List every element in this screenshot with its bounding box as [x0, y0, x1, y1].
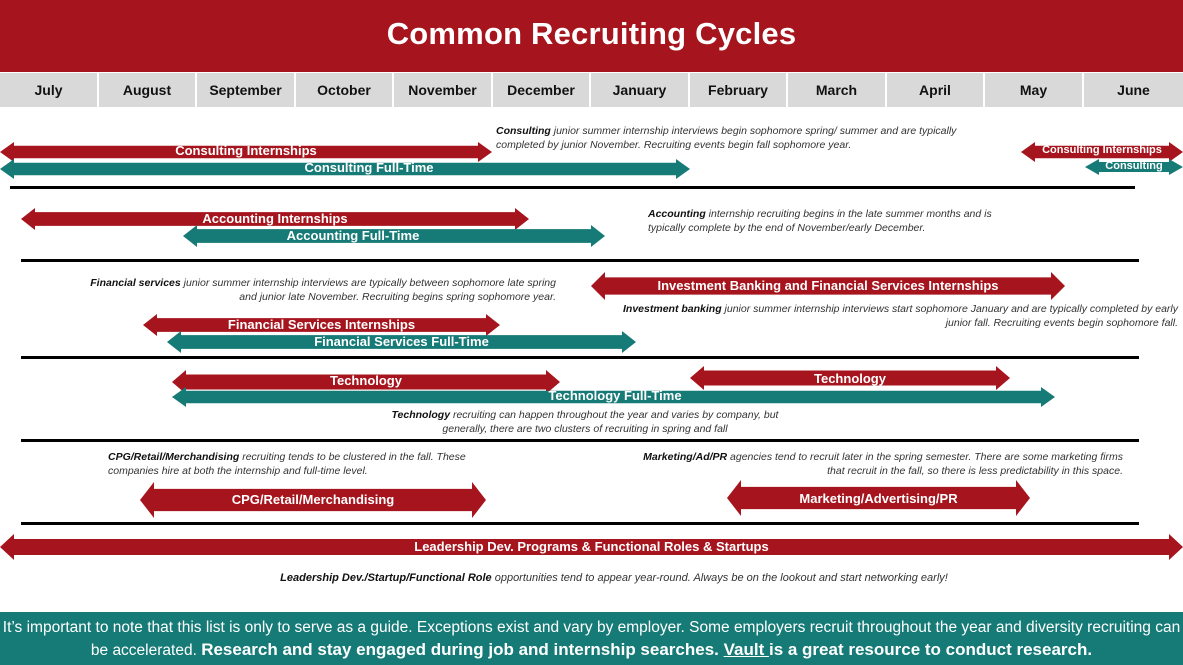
accounting-note-bold: Accounting: [648, 208, 706, 220]
cpg-label: CPG/Retail/Merchandising: [231, 492, 395, 507]
section-divider: [21, 356, 1139, 359]
month-august: August: [99, 73, 197, 107]
consulting-may-label: Consulting: [1105, 160, 1163, 172]
marketing-note-text: agencies tend to recruit later in the spring semester. There are some marketing firms that recruit in the fall, so there is less predictability in this space.: [727, 451, 1123, 477]
marketing-arrow: [727, 480, 1030, 516]
cpg-note-bold: CPG/Retail/Merchandising: [108, 451, 240, 463]
leadership-note-bold: Leadership Dev./Startup/Functional Role: [280, 572, 492, 584]
ib-note-text: junior summer internship interviews start sophomore January and are typically completed by early junior fall. Recruiting events begin sophomore fall.: [721, 303, 1178, 329]
accounting-note-text: internship recruiting begins in the late summer months and is typically complete by the end of November/early December.: [648, 208, 992, 234]
month-april: April: [887, 73, 985, 107]
month-march: March: [788, 73, 887, 107]
fs-note: [80, 276, 556, 304]
month-june: June: [1084, 73, 1183, 107]
page-title: Common Recruiting Cycles: [386, 16, 797, 51]
technology-note: [370, 408, 800, 436]
technology-note-bold: Technology: [391, 409, 451, 421]
cpg-note-text: recruiting tends to be clustered in the fall. These companies hire at both the internship and full-time level.: [108, 451, 466, 477]
leadership-note: [0, 571, 1183, 585]
ib-fs-internships-arrow: [591, 272, 1065, 300]
technology-fulltime-arrow: [172, 387, 1055, 407]
consulting-may-arrow: [1085, 159, 1183, 175]
accounting-fulltime-arrow: [183, 225, 605, 247]
consulting-note: [496, 124, 966, 152]
consulting-note-bold: Consulting: [496, 125, 551, 137]
month-december: December: [493, 73, 591, 107]
leadership-arrow: [0, 534, 1183, 560]
section-divider: [21, 259, 1139, 262]
fs-fulltime-arrow: [167, 331, 636, 353]
leadership-label: Leadership Dev. Programs & Functional Roles & Startups: [414, 539, 769, 554]
title-banner: [0, 0, 1183, 72]
fs-fulltime-label: Financial Services Full-Time: [314, 334, 489, 349]
footer-emphasis-end: is a great resource to conduct research.: [768, 640, 1093, 659]
consulting-fulltime-arrow: [0, 159, 690, 179]
ib-note-bold: Investment banking: [623, 303, 722, 315]
technology-fall-label: Technology: [330, 373, 402, 388]
section-divider: [10, 186, 1135, 189]
footer-emphasis: Research and stay engaged during job and internship searches.: [201, 640, 724, 659]
consulting-internships-may-label: Consulting Internships: [1042, 144, 1162, 156]
technology-spring-label: Technology: [814, 371, 886, 386]
month-may: May: [985, 73, 1084, 107]
accounting-internships-label: Accounting Internships: [202, 211, 348, 226]
consulting-note-text: junior summer internship interviews begin sophomore spring/ summer and are typically completed by junior November. Recruiting events begin fall sophomore year.: [496, 125, 957, 151]
consulting-internships-label: Consulting Internships: [175, 143, 317, 158]
marketing-note: [640, 450, 1123, 478]
ib-fs-internships-label: Investment Banking and Financial Services Internships: [657, 278, 999, 293]
footer-text: It’s important to note that this list is only to serve as a guide. Exceptions exist and vary by employer. Some employers recruit throughout the year and diversity recruiting can be accelerated.: [2, 619, 1181, 659]
ib-note: [596, 302, 1178, 330]
month-november: November: [394, 73, 493, 107]
technology-fulltime-label: Technology Full-Time: [548, 388, 682, 403]
consulting-fulltime-label: Consulting Full-Time: [304, 160, 434, 175]
fs-note-bold: Financial services: [90, 277, 181, 289]
marketing-note-bold: Marketing/Ad/PR: [643, 451, 728, 463]
footer-banner: [0, 612, 1183, 665]
fs-note-text: junior summer internship interviews are typically between sophomore late spring and junior late November. Recruiting begins spring sophomore year.: [180, 277, 556, 303]
month-september: September: [197, 73, 296, 107]
cpg-arrow: [140, 482, 486, 518]
section-divider: [21, 522, 1139, 525]
fs-internships-label: Financial Services Internships: [227, 317, 416, 332]
month-header-row: [0, 73, 1183, 109]
month-february: February: [690, 73, 788, 107]
technology-note-text: recruiting can happen throughout the year and varies by company, but generally, there are two clusters of recruiting in spring and fall: [442, 409, 779, 435]
marketing-label: Marketing/Advertising/PR: [799, 491, 958, 506]
section-divider: [21, 439, 1139, 442]
leadership-note-text: opportunities tend to appear year-round. Always be on the lookout and start networking early!: [491, 572, 948, 584]
accounting-fulltime-label: Accounting Full-Time: [286, 228, 420, 243]
month-july: July: [0, 73, 99, 107]
accounting-note: [648, 207, 998, 235]
cpg-note: [108, 450, 508, 478]
month-january: January: [591, 73, 690, 107]
month-october: October: [296, 73, 394, 107]
vault-link[interactable]: Vault: [723, 640, 769, 659]
